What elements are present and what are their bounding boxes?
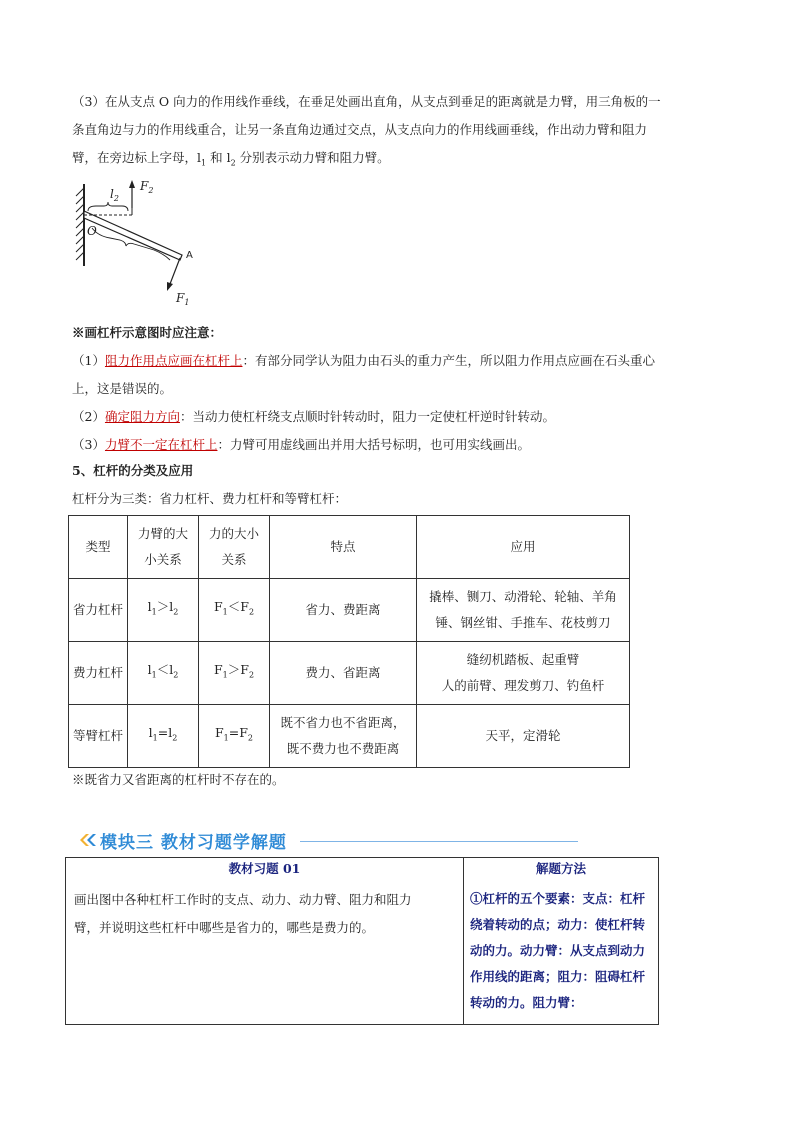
step3-line3: 臂，在旁边标上字母，$l_1$ 和 $l_2$ 分别表示动力臂和阻力臂。 [72, 150, 390, 168]
cell-arm: $l_1<l_2$ [128, 642, 199, 705]
note-1: （1）阻力作用点应画在杠杆上：有部分同学认为阻力由石头的重力产生，所以阻力作用点应画在石头重心 [72, 353, 655, 368]
label-O: O [87, 224, 97, 238]
step3-line1: （3）在从支点 O 向力的作用线作垂线，在垂足处画出直角，从支点到垂足的距离就是力臂，用三角板的一 [72, 94, 661, 109]
cell-type: 费力杠杆 [69, 642, 128, 705]
cell-type: 省力杠杆 [69, 579, 128, 642]
cell-arm: $l_1>l_2$ [128, 579, 199, 642]
cell-application: 天平，定滑轮 [417, 705, 630, 768]
label-l2: $l_2$ [110, 187, 119, 203]
note-1-continued: 上，这是错误的。 [72, 381, 173, 396]
table-row [69, 579, 630, 642]
step3-line2: 条直角边与力的作用线重合，让另一条直角边通过交点，从支点向力的作用线画垂线，作出动力臂和阻力 [72, 122, 648, 137]
cell-feature: 费力、省距离 [270, 642, 417, 705]
section5-title: 5、杠杆的分类及应用 [72, 463, 194, 478]
header-feature: 特点 [270, 516, 417, 579]
module-title: 模块三 教材习题学解题 [100, 833, 287, 853]
note-1-highlight: 阻力作用点应画在杠杆上 [104, 353, 243, 368]
solution-method-text: ①杠杆的五个要素：支点：杠杆绕着转动的点；动力：使杠杆转动的力。动力臂：从支点到动力作用线的距离；阻力：阻碍杠杆转动的力。阻力臂： [470, 891, 646, 1010]
table-row [69, 642, 630, 705]
cell-force: $F_1=F_2$ [199, 705, 270, 768]
cell-arm: $l_1=l_2$ [128, 705, 199, 768]
cell-feature: 省力、费距离 [270, 579, 417, 642]
note-3-highlight: 力臂不一定在杠杆上 [104, 437, 218, 452]
notes-heading: ※画杠杆示意图时应注意： [72, 325, 223, 340]
exercise-title: 教材习题 01 [228, 861, 301, 876]
table-row [69, 705, 630, 768]
double-chevron-icon [78, 832, 98, 848]
exercise-question-panel [66, 858, 464, 1024]
label-A: A [186, 250, 193, 261]
cell-feature: 既不省力也不省距离， 既不费力也不费距离 [270, 705, 417, 768]
note-2-highlight: 确定阻力方向 [104, 409, 180, 424]
note-2: （2）确定阻力方向：当动力使杠杆绕支点顺时针转动时，阻力一定使杠杆逆时针转动。 [72, 409, 555, 424]
label-F2: $F_2$ [140, 179, 154, 195]
section5-intro: 杠杆分为三类：省力杠杆、费力杠杆和等臂杠杆： [72, 491, 348, 506]
step3-paragraph [72, 88, 732, 178]
cell-application: 撬棒、铡刀、动滑轮、轮轴、羊角 锤、钢丝钳、手推车、花枝剪刀 [417, 579, 630, 642]
header-application: 应用 [417, 516, 630, 579]
table-footnote: ※既省力又省距离的杠杆时不存在的。 [72, 772, 285, 787]
label-F1: $F_1$ [176, 291, 190, 306]
header-force: 力的大小关系 [199, 516, 270, 579]
lever-diagram [70, 178, 210, 306]
header-type: 类型 [69, 516, 128, 579]
table-header-row [69, 516, 630, 579]
module-header [78, 828, 588, 852]
cell-type: 等臂杠杆 [69, 705, 128, 768]
exercise-box [65, 857, 659, 1025]
lever-classification-table [68, 515, 630, 768]
solution-method-panel [464, 858, 658, 1024]
cell-force: $F_1<F_2$ [199, 579, 270, 642]
header-arm: 力臂的大小关系 [128, 516, 199, 579]
note-3: （3）力臂不一定在杠杆上：力臂可用虚线画出并用大括号标明，也可用实线画出。 [72, 437, 530, 452]
module-divider [300, 841, 578, 842]
cell-force: $F_1>F_2$ [199, 642, 270, 705]
solution-method-title: 解题方法 [535, 861, 586, 876]
exercise-question-text: 画出图中各种杠杆工作时的支点、动力、动力臂、阻力和阻力臂，并说明这些杠杆中哪些是省力的，哪些是费力的。 [74, 892, 412, 935]
cell-application: 缝纫机踏板、起重臂 人的前臂、理发剪刀、钓鱼杆 [417, 642, 630, 705]
